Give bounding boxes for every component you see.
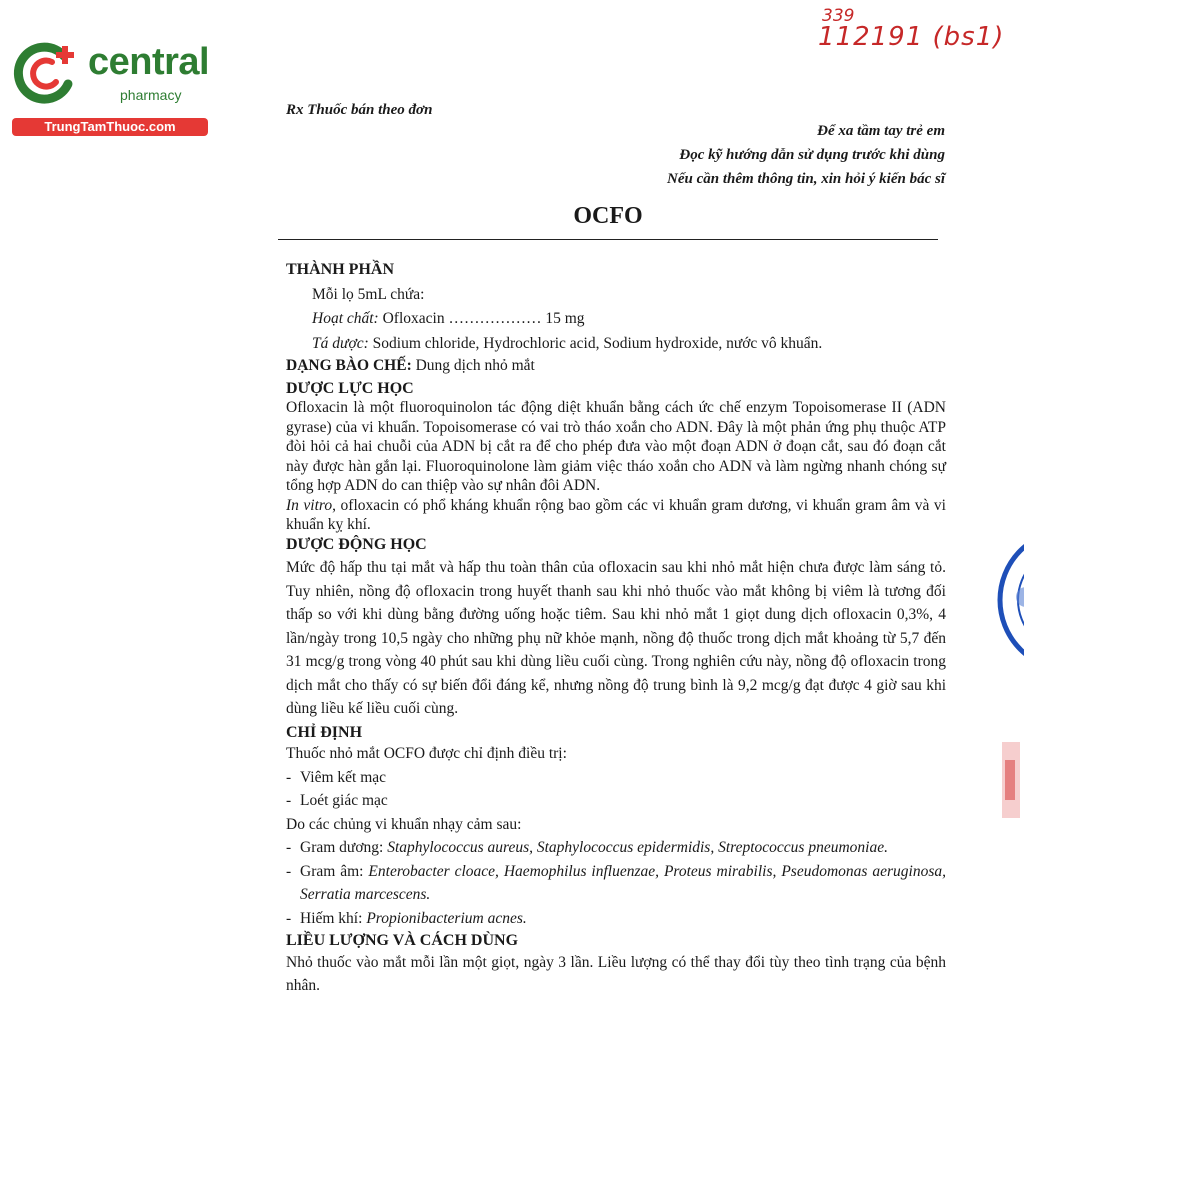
document-body <box>286 260 946 998</box>
pharmacodynamics-heading: DƯỢC LỰC HỌC <box>286 379 414 397</box>
handwritten-note: 112191 (bs1) <box>818 22 1005 52</box>
dosage-form <box>286 356 946 376</box>
indications-heading: CHỈ ĐỊNH <box>286 723 363 741</box>
gram-negative-label: Gram âm: <box>300 862 364 880</box>
composition-heading: THÀNH PHẦN <box>286 261 394 278</box>
gram-positive-label: Gram dương: <box>300 839 384 856</box>
gram-negative-species: Enterobacter cloace, Haemophilus influenzae, Proteus mirabilis, Pseudomonas aeruginosa, Serratia marcescens. <box>300 862 946 903</box>
logo-subtitle: pharmacy <box>120 87 182 103</box>
handwritten-number-top: 339 <box>822 6 855 26</box>
in-vitro-label: In vitro <box>286 496 333 514</box>
pharmacodynamics-in-vitro <box>286 496 946 535</box>
excipients-value: Sodium chloride, Hydrochloric acid, Sodium hydroxide, nước vô khuẩn. <box>372 334 823 352</box>
pharmacy-logo[interactable] <box>12 38 212 138</box>
active-value: Ofloxacin ……………… 15 mg <box>382 310 585 327</box>
pharmacokinetics-heading: DƯỢC ĐỘNG HỌC <box>286 535 427 553</box>
list-item: - Viêm kết mạc <box>286 766 946 790</box>
indication-2: Loét giác mạc <box>300 792 388 809</box>
excipients-label: Tá dược: <box>312 334 369 352</box>
title-divider <box>278 239 938 240</box>
list-item: - Gram dương: Staphylococcus aureus, Staphylococcus epidermidis, Streptococcus pneumoniae. <box>286 839 888 856</box>
rx-label: Rx Thuốc bán theo đơn <box>286 102 433 118</box>
pharmacokinetics-paragraph: Mức độ hấp thu tại mắt và hấp thu toàn thân của ofloxacin sau khi nhỏ mắt hiện chưa được làm sáng tỏ. Tuy nhiên, nồng độ ofloxacin trong huyết thanh sau khi nhỏ thuốc vào mắt không bị viêm là tương đối thấp so với khi dùng bằng đường uống hoặc tiêm. Sau khi nhỏ mắt 1 giọt dung dịch ofloxacin 0,3%, 4 lần/ngày trong 10,5 ngày cho những phụ nữ khỏe mạnh, nồng độ thuốc trong dịch mắt khoảng từ 5,7 đến 31 mcg/g trong vòng 40 phút sau khi dùng liều cuối cùng. Trong nghiên cứu này, nồng độ ofloxacin trong dịch mắt cho thấy có sự biến đổi đáng kể, nhưng nồng độ trung bình là 9,2 mcg/g đạt được 4 giờ sau khi dùng liều kế liều cuối cùng. <box>286 559 946 717</box>
active-ingredient <box>286 309 946 329</box>
pharmacy-logo-icon <box>12 38 82 108</box>
gram-positive-species: Staphylococcus aureus, Staphylococcus epidermidis, Streptococcus pneumoniae. <box>387 839 888 856</box>
list-item: - Loét giác mạc <box>286 789 946 813</box>
anaerobic-species: Propionibacterium acnes. <box>366 909 527 927</box>
warning-line-3: Nếu cần thêm thông tin, xin hỏi ý kiến bác sĩ <box>667 171 945 187</box>
dosage-form-heading: DẠNG BÀO CHẾ: <box>286 357 412 374</box>
excipients <box>286 334 946 354</box>
active-label: Hoạt chất: <box>312 310 379 327</box>
indication-1: Viêm kết mạc <box>300 768 387 786</box>
warning-line-1: Để xa tầm tay trẻ em <box>817 123 945 139</box>
logo-website[interactable]: TrungTamThuoc.com <box>12 118 208 136</box>
dosage-paragraph: Nhỏ thuốc vào mắt mỗi lần một giọt, ngày 3 lần. Liều lượng có thể thay đổi tùy theo tình trạng của bệnh nhân. <box>286 953 946 994</box>
warning-line-2: Đọc kỹ hướng dẫn sử dụng trước khi dùng <box>679 147 945 163</box>
indications-intro: Thuốc nhỏ mắt OCFO được chỉ định điều trị: <box>286 745 567 762</box>
anaerobic-label: Hiếm khí: <box>300 909 363 927</box>
pharmacodynamics-paragraph: Ofloxacin là một fluoroquinolon tác động diệt khuẩn bằng cách ức chế enzym Topoisomerase II (ADN gyrase) của vi khuẩn. Topoisomerase có vai trò tháo xoắn cho ADN. Đây là một phản ứng phụ thuộc ATP đòi hỏi cả hai chuỗi của ADN bị cắt ra để cho phép đưa vào một đoạn ADN ở đoạn cắt, sau đó đoạn cắt này được hàn gắn lại. Fluoroquinolone làm giảm việc tháo xoắn cho ADN và làm ngừng nhanh chóng sự tổng hợp ADN do can thiệp vào sự nhân đôi ADN. <box>286 399 946 494</box>
logo-name: central <box>88 41 210 83</box>
in-vitro-text: , ofloxacin có phổ kháng khuẩn rộng bao gồm các vi khuẩn gram dương, vi khuẩn gram âm và vi khuẩn kỵ khí. <box>286 496 946 533</box>
composition-intro: Mỗi lọ 5mL chứa: <box>312 285 425 303</box>
list-item: - Hiếm khí: Propionibacterium acnes. <box>286 909 527 927</box>
red-stamp-smear <box>996 740 1024 820</box>
document-title: OCFO <box>573 203 643 229</box>
stamp-fragment <box>990 525 1024 675</box>
bacteria-intro: Do các chủng vi khuẩn nhạy cảm sau: <box>286 815 522 833</box>
list-item: - Gram âm: Enterobacter cloace, Haemophilus influenzae, Proteus mirabilis, Pseudomonas aeruginosa, Serratia marcescens. <box>286 862 946 903</box>
dosage-form-value: Dung dịch nhỏ mắt <box>415 357 535 374</box>
dosage-heading: LIỀU LƯỢNG VÀ CÁCH DÙNG <box>286 932 519 949</box>
